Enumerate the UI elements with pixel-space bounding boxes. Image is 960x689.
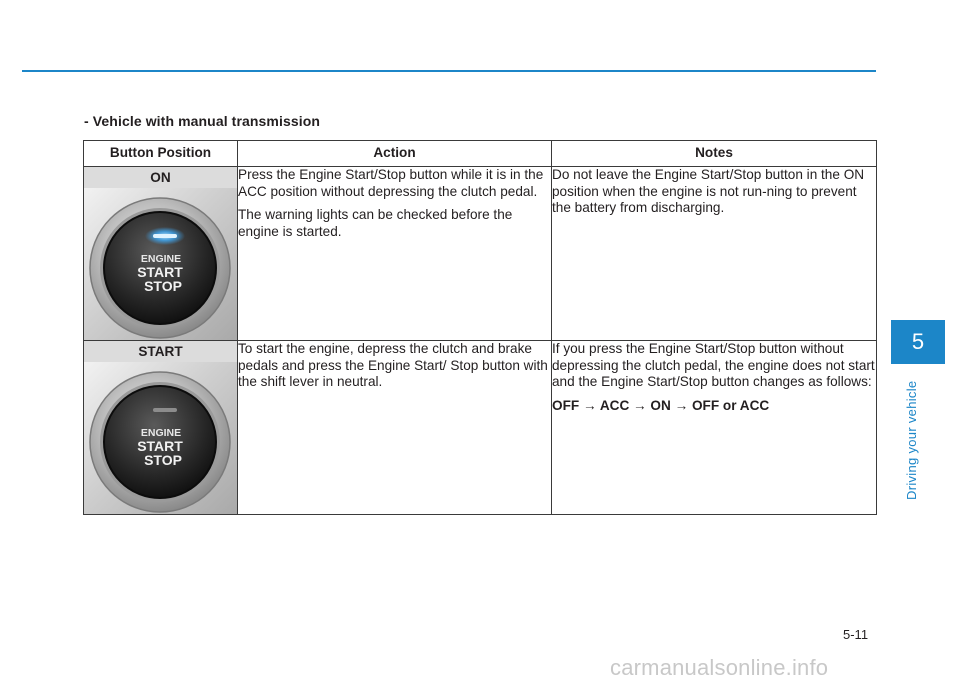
header-button-position: Button Position: [84, 141, 238, 167]
position-label-on: ON: [84, 167, 237, 188]
header-action: Action: [238, 141, 552, 167]
button-text-engine: ENGINE: [140, 253, 182, 265]
notes-cell-on: [552, 167, 877, 341]
chapter-title: Driving your vehicle: [904, 380, 919, 500]
page-number: 5-11: [843, 627, 869, 642]
button-text-start: START: [137, 264, 183, 280]
engine-start-stop-button-on-icon: [84, 188, 237, 340]
action-cell-on: [238, 167, 552, 341]
notes-text-on-1: Do not leave the Engine Start/Stop button in the ON position when the engine is not run-ning to prevent the battery from discharging.: [552, 167, 865, 215]
action-text-start-1: To start the engine, depress the clutch and brake pedals and press the Engine Start/ Stop button with the shift lever in neutral.: [238, 341, 548, 389]
table-header-row: [84, 141, 877, 167]
table-row-start: [84, 341, 877, 515]
section-heading: - Vehicle with manual transmission: [84, 113, 321, 129]
button-position-table: [83, 140, 877, 515]
header-notes: Notes: [552, 141, 877, 167]
position-cell-on: [84, 167, 238, 341]
watermark: carmanualsonline.info: [610, 655, 829, 680]
action-text-on-1: Press the Engine Start/Stop button while it is in the ACC position without depressing the clutch pedal.: [238, 167, 544, 199]
action-cell-start: [238, 341, 552, 515]
mode-sequence: OFF → ACC → ON → OFF or ACC: [552, 397, 770, 413]
button-text-engine: ENGINE: [140, 427, 182, 439]
engine-button-image-start: [84, 362, 237, 514]
top-rule: [22, 70, 876, 72]
button-text-stop: STOP: [144, 278, 182, 294]
action-text-on-2: The warning lights can be checked before the engine is started.: [238, 207, 513, 239]
position-cell-start: [84, 341, 238, 515]
position-label-start: START: [84, 341, 237, 362]
engine-start-stop-button-start-icon: [84, 362, 237, 514]
engine-button-image-on: [84, 188, 237, 340]
notes-text-start-1: If you press the Engine Start/Stop button without depressing the clutch pedal, the engine does not start and the Engine Start/Stop button changes as follows:: [552, 341, 875, 389]
chapter-number-tab: 5: [891, 320, 945, 364]
notes-cell-start: [552, 341, 877, 515]
button-text-start: START: [137, 438, 183, 454]
table-row-on: [84, 167, 877, 341]
button-text-stop: STOP: [144, 452, 182, 468]
